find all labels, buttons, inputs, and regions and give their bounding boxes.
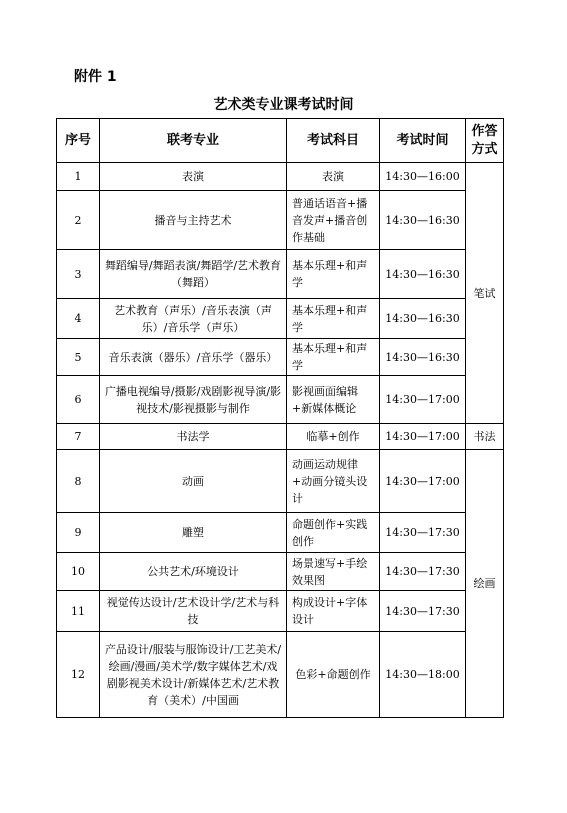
seq-cell: 4 bbox=[57, 299, 100, 339]
subject-cell: 表演 bbox=[287, 163, 380, 191]
seq-cell: 3 bbox=[57, 250, 100, 299]
seq-cell: 1 bbox=[57, 163, 100, 191]
mode-cell-calligraphy: 书法 bbox=[466, 424, 504, 450]
attachment-label: 附件 1 bbox=[74, 69, 117, 85]
subject-cell: 基本乐理+和声学 bbox=[287, 339, 380, 376]
subject-cell: 普通话语音+播音发声+播音创作基础 bbox=[287, 191, 380, 250]
table-row bbox=[57, 191, 504, 250]
subject-cell: 命题创作+实践创作 bbox=[287, 513, 380, 553]
seq-cell: 12 bbox=[57, 632, 100, 718]
header-mode: 作答方式 bbox=[466, 119, 504, 163]
major-cell: 舞蹈编导/舞蹈表演/舞蹈学/艺术教育（舞蹈） bbox=[100, 250, 287, 299]
time-cell: 14:30—18:00 bbox=[380, 632, 466, 718]
subject-cell: 临摹+创作 bbox=[287, 424, 380, 450]
table-row bbox=[57, 513, 504, 553]
subject-cell: 影视画面编辑+新媒体概论 bbox=[287, 376, 380, 424]
table-row bbox=[57, 591, 504, 632]
major-cell: 音乐表演（器乐）/音乐学（器乐） bbox=[100, 339, 287, 376]
seq-cell: 2 bbox=[57, 191, 100, 250]
time-cell: 14:30—17:00 bbox=[380, 376, 466, 424]
table-row bbox=[57, 632, 504, 718]
major-cell: 播音与主持艺术 bbox=[100, 191, 287, 250]
major-cell: 书法学 bbox=[100, 424, 287, 450]
time-cell: 14:30—17:30 bbox=[380, 513, 466, 553]
major-cell: 艺术教育（声乐）/音乐表演（声乐）/音乐学（声乐） bbox=[100, 299, 287, 339]
table-title: 艺术类专业课考试时间 bbox=[213, 97, 354, 113]
time-cell: 14:30—16:00 bbox=[380, 163, 466, 191]
subject-cell: 动画运动规律+动画分镜头设计 bbox=[287, 450, 380, 513]
seq-cell: 11 bbox=[57, 591, 100, 632]
subject-cell: 基本乐理+和声学 bbox=[287, 250, 380, 299]
table-row bbox=[57, 250, 504, 299]
major-cell: 产品设计/服装与服饰设计/工艺美术/绘画/漫画/美术学/数字媒体艺术/戏剧影视美术设计/新媒体艺术/艺术教育（美术）/中国画 bbox=[100, 632, 287, 718]
time-cell: 14:30—17:30 bbox=[380, 591, 466, 632]
time-cell: 14:30—16:30 bbox=[380, 339, 466, 376]
time-cell: 14:30—17:00 bbox=[380, 450, 466, 513]
major-cell: 表演 bbox=[100, 163, 287, 191]
seq-cell: 5 bbox=[57, 339, 100, 376]
time-cell: 14:30—17:30 bbox=[380, 553, 466, 591]
table-row bbox=[57, 376, 504, 424]
time-cell: 14:30—17:00 bbox=[380, 424, 466, 450]
table-row bbox=[57, 339, 504, 376]
time-cell: 14:30—16:30 bbox=[380, 191, 466, 250]
subject-cell: 色彩+命题创作 bbox=[287, 632, 380, 718]
mode-cell-written: 笔试 bbox=[466, 163, 504, 424]
major-cell: 广播电视编导/摄影/戏剧影视导演/影视技术/影视摄影与制作 bbox=[100, 376, 287, 424]
subject-cell: 构成设计+字体设计 bbox=[287, 591, 380, 632]
subject-cell: 场景速写+手绘效果图 bbox=[287, 553, 380, 591]
table-row bbox=[57, 553, 504, 591]
header-seq: 序号 bbox=[57, 119, 100, 163]
major-cell: 动画 bbox=[100, 450, 287, 513]
subject-cell: 基本乐理+和声学 bbox=[287, 299, 380, 339]
major-cell: 公共艺术/环境设计 bbox=[100, 553, 287, 591]
header-subject: 考试科目 bbox=[287, 119, 380, 163]
time-cell: 14:30—16:30 bbox=[380, 250, 466, 299]
exam-schedule-table bbox=[56, 118, 504, 718]
seq-cell: 7 bbox=[57, 424, 100, 450]
header-row bbox=[57, 119, 504, 163]
seq-cell: 10 bbox=[57, 553, 100, 591]
table-row bbox=[57, 299, 504, 339]
seq-cell: 6 bbox=[57, 376, 100, 424]
seq-cell: 8 bbox=[57, 450, 100, 513]
seq-cell: 9 bbox=[57, 513, 100, 553]
table-row bbox=[57, 163, 504, 191]
mode-cell-painting: 绘画 bbox=[466, 450, 504, 718]
table-row bbox=[57, 424, 504, 450]
table-row bbox=[57, 450, 504, 513]
major-cell: 视觉传达设计/艺术设计学/艺术与科技 bbox=[100, 591, 287, 632]
header-time: 考试时间 bbox=[380, 119, 466, 163]
header-major: 联考专业 bbox=[100, 119, 287, 163]
major-cell: 雕塑 bbox=[100, 513, 287, 553]
time-cell: 14:30—16:30 bbox=[380, 299, 466, 339]
